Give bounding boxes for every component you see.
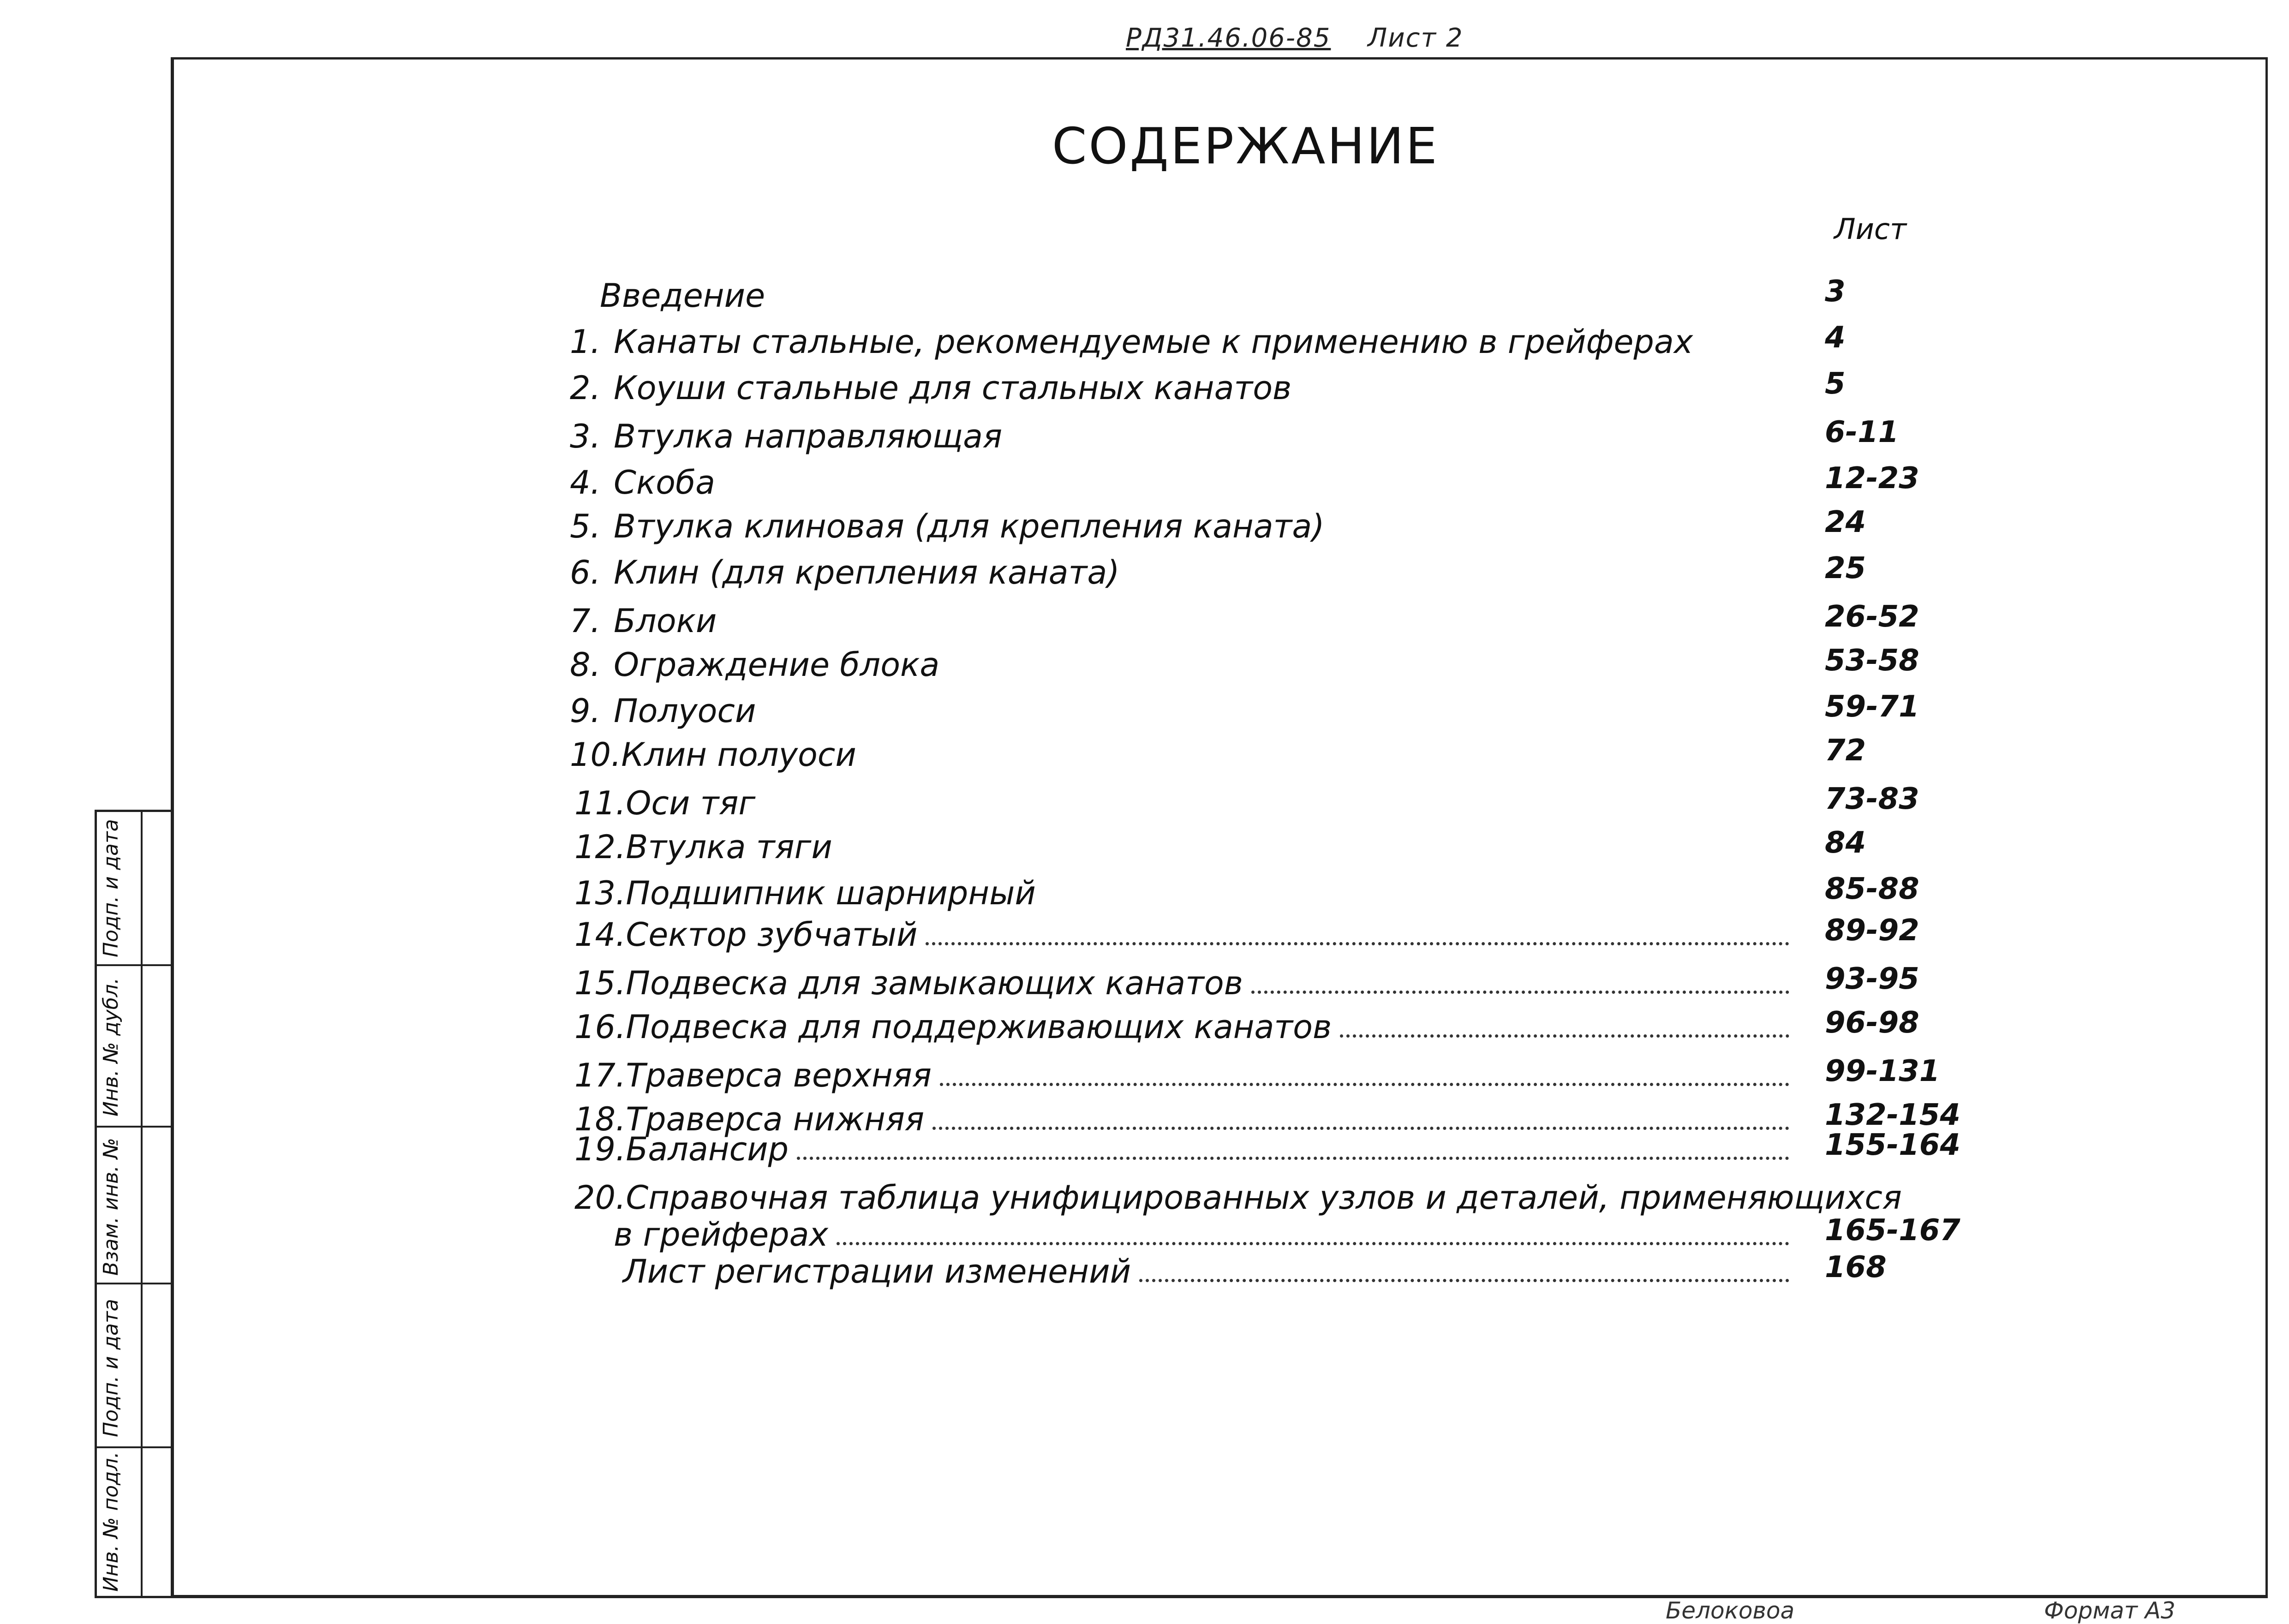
toc-item-title: Клин (для крепления каната) <box>614 554 1120 591</box>
toc-item-number: 16. <box>574 1008 626 1046</box>
toc-item-number: 15. <box>574 964 626 1002</box>
toc-item <box>570 508 1325 544</box>
toc-item-page: 165-167 <box>1825 1213 1960 1248</box>
toc-item-title: в грейферах <box>614 1216 828 1254</box>
toc-item-page: 5 <box>1825 367 1846 401</box>
toc-item <box>574 828 832 865</box>
toc-item-number: 4. <box>570 464 601 502</box>
toc-item-title: Подвеска для поддерживающих канатов <box>626 1008 1332 1046</box>
stamp-label: Взам. инв. № <box>99 1138 123 1276</box>
toc-item <box>570 602 717 639</box>
toc-dotted-leader <box>940 1083 1789 1086</box>
toc-item <box>570 369 1291 406</box>
toc-item <box>570 646 939 683</box>
toc-item-page: 155-164 <box>1825 1128 1960 1162</box>
toc-item <box>614 1216 1789 1253</box>
toc-item-title: Клин полуоси <box>621 736 856 774</box>
page-title: СОДЕРЖАНИЕ <box>1052 118 1439 175</box>
toc-item <box>574 874 1036 911</box>
toc-item-number: 19. <box>574 1130 626 1168</box>
toc-dotted-leader <box>1340 1034 1789 1038</box>
toc-item-page: 99-131 <box>1825 1054 1940 1088</box>
stamp-line <box>97 1283 171 1284</box>
toc-item-page: 85-88 <box>1825 872 1919 906</box>
stamp-label: Инв. № подл. <box>99 1451 123 1592</box>
sheet-number: Лист 2 <box>1368 23 1464 53</box>
toc-dotted-leader <box>1251 991 1789 994</box>
toc-item-title: Втулка тяги <box>626 828 832 866</box>
toc-item-title: Блоки <box>614 602 717 640</box>
toc-item <box>574 1008 1789 1045</box>
footer-format: Формат А3 <box>2044 1597 2175 1624</box>
toc-item-number: 10. <box>570 736 622 774</box>
toc-item-title: Втулка клиновая (для крепления каната) <box>614 508 1325 545</box>
toc-item <box>623 1253 1789 1290</box>
stamp-label: Подп. и дата <box>99 1299 123 1437</box>
toc-item-page: 132-154 <box>1825 1098 1960 1132</box>
toc-item-number: 12. <box>574 828 626 866</box>
toc-item-title: Полуоси <box>614 692 756 730</box>
stamp-line <box>97 964 171 966</box>
toc-item-title: Траверса верхняя <box>626 1057 932 1094</box>
toc-item-number: 2. <box>570 369 601 407</box>
toc-dotted-leader <box>837 1242 1789 1245</box>
stamp-line <box>97 1126 171 1128</box>
toc-item-page: 84 <box>1825 826 1866 860</box>
stamp-divider <box>141 812 143 1596</box>
toc-dotted-leader <box>1139 1279 1789 1282</box>
toc-item-page: 25 <box>1825 551 1866 585</box>
toc-item <box>574 916 1789 953</box>
toc-item-title: Введение <box>600 277 765 315</box>
toc-item-page: 59-71 <box>1825 690 1919 724</box>
toc-item-page: 24 <box>1825 505 1866 539</box>
toc-item-title: Ограждение блока <box>614 646 940 684</box>
toc-item <box>574 1179 1902 1216</box>
toc-item-number: 18. <box>574 1100 626 1138</box>
toc-dotted-leader <box>926 942 1789 945</box>
toc-item-page: 89-92 <box>1825 914 1919 948</box>
toc-item-number: 11. <box>574 784 626 822</box>
toc-item <box>570 323 1693 360</box>
toc-item-page: 4 <box>1825 321 1846 355</box>
toc-item-number: 17. <box>574 1057 626 1094</box>
toc-item <box>570 554 1120 591</box>
toc-item-title: Скоба <box>614 464 716 502</box>
toc-item-title: Справочная таблица унифицированных узлов и деталей, применяющихся <box>626 1179 1902 1217</box>
toc-item-title: Коуши стальные для стальных канатов <box>614 369 1292 407</box>
toc-item-number: 7. <box>570 602 601 640</box>
toc-item-title: Лист регистрации изменений <box>623 1253 1131 1290</box>
toc-item-page: 3 <box>1825 275 1846 309</box>
toc-item-title: Канаты стальные, рекомендуемые к применению в грейферах <box>614 323 1693 361</box>
toc-item-title: Оси тяг <box>626 784 756 822</box>
toc-item <box>574 1130 1789 1167</box>
toc-item-page: 53-58 <box>1825 644 1919 678</box>
toc-item-number: 20. <box>574 1179 626 1217</box>
toc-item-page: 6-11 <box>1825 415 1899 449</box>
toc-item-number: 3. <box>570 418 601 455</box>
toc-item-number: 13. <box>574 874 626 912</box>
toc-item-title: Балансир <box>626 1130 789 1168</box>
toc-item-page: 93-95 <box>1825 962 1919 996</box>
document-code: РД31.46.06-85 <box>1126 23 1331 53</box>
toc-item-title: Подшипник шарнирный <box>626 874 1036 912</box>
toc-item <box>574 784 755 821</box>
toc-item-page: 73-83 <box>1825 782 1919 816</box>
toc-item-number: 1. <box>570 323 601 361</box>
drawing-frame <box>171 57 2268 1598</box>
toc-item-page: 168 <box>1825 1250 1887 1284</box>
toc-item-number: 8. <box>570 646 601 684</box>
toc-item-page: 12-23 <box>1825 461 1919 496</box>
toc-item-title: Сектор зубчатый <box>626 916 918 954</box>
toc-item <box>570 464 715 501</box>
stamp-line <box>97 1446 171 1448</box>
toc-item <box>570 692 756 729</box>
document-code-header <box>1126 23 1464 53</box>
toc-item-page: 72 <box>1825 734 1866 768</box>
toc-dotted-leader <box>797 1157 1789 1160</box>
toc-item-page: 96-98 <box>1825 1006 1919 1040</box>
toc-item <box>600 277 765 314</box>
stamp-label: Инв. № дубл. <box>99 977 123 1116</box>
footer-signature: Белоковоа <box>1666 1597 1795 1624</box>
toc-item <box>570 418 1002 454</box>
toc-item-number: 9. <box>570 692 601 730</box>
toc-item-number: 5. <box>570 508 601 545</box>
toc-item-title: Втулка направляющая <box>614 418 1003 455</box>
toc-item-title: Подвеска для замыкающих канатов <box>626 964 1243 1002</box>
toc-item-title: Траверса нижняя <box>626 1100 925 1138</box>
toc-item-number: 6. <box>570 554 601 591</box>
toc-item <box>570 736 856 773</box>
stamp-label: Подп. и дата <box>99 819 123 957</box>
toc-item-number: 14. <box>574 916 626 954</box>
toc-item <box>574 1057 1789 1093</box>
toc-item <box>574 964 1789 1001</box>
sheet-column-header: Лист <box>1834 212 1907 246</box>
toc-item-page: 26-52 <box>1825 600 1919 634</box>
toc-dotted-leader <box>932 1127 1789 1130</box>
